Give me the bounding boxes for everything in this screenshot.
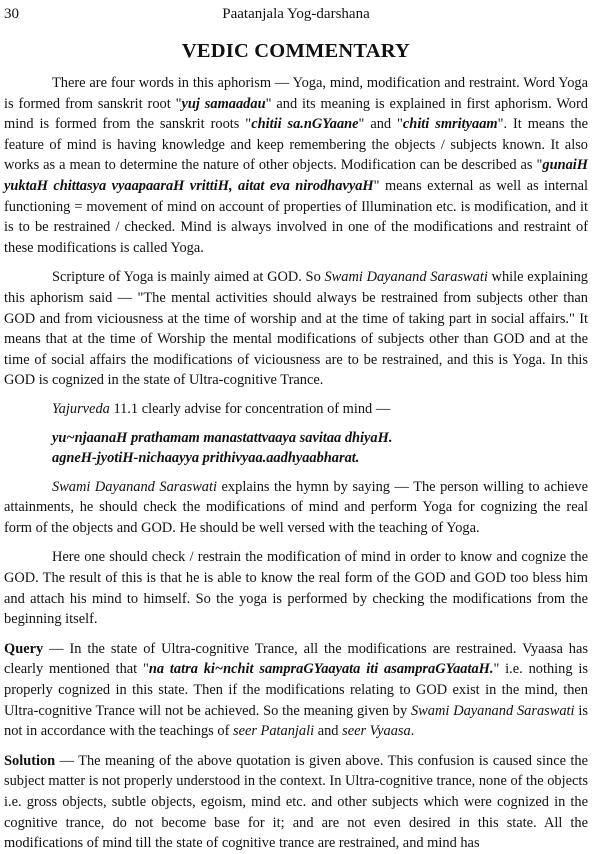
running-title: Paatanjala Yog-darshana <box>222 6 370 22</box>
text-run: while explaining this aphorism said — "The mental activities should always be restrained from subjects other than GOD and from viciousness at the time of worship and at the time of taking part in social affairs." It means that at the time of Worship the mental modifications of subjects other than GOD and at the time of social affairs the modifications of viciousness are to be restrained, and this is Yoga. In this GOD is cognized in the state of Ultra-cognitive Trance. <box>4 269 588 389</box>
text-run: ". It means the feature of mind is having knowledge and keep remembering the objects / subjects known. It also works as a mean to determine the nature of other objects. Modification can be described as " <box>4 116 588 174</box>
text-run: explains the hymn by saying — The person willing to achieve attainments, he should check the modifications of mind and perform Yoga for cognizing the real form of the objects and GOD. He should be well versed with the teaching of Yoga. <box>4 478 588 536</box>
verse-line: agneH-jyotiH-nichaayya prithivyaa.aadhyaabharat. <box>52 450 360 467</box>
text-run: " means external as well as internal functioning = movement of mind on account of properties of Illumination etc. is modification, and it is to be restrained / checked. Mind is always involved in one of the modifications and restraint of these modifications is called Yoga. <box>4 177 588 256</box>
paragraph-four-words <box>4 73 588 258</box>
section-title: VEDIC COMMENTARY <box>181 40 411 62</box>
text-run: — In the state of Ultra-cognitive Trance, all the modifications are restrained. Vyaasa has clearly mentioned that " <box>4 640 588 678</box>
text-run: 11.1 clearly advise for concentration of mind — <box>109 400 391 417</box>
sanskrit-quote: na tatra ki~nchit sampraGYaayata iti asampraGYaataH. <box>148 661 494 678</box>
page-header <box>4 4 588 24</box>
paragraph-solution <box>4 751 588 854</box>
person-name: Swami Dayanand Saraswati <box>52 478 217 495</box>
text-run: There are four words in this aphorism — Yoga, mind, modification and restraint. Word Yoga is formed from sanskrit root " <box>4 75 588 112</box>
text-run: Scripture of Yoga is mainly aimed at GOD. So <box>52 269 325 286</box>
query-label: Query <box>4 640 44 657</box>
text-run: " and its meaning is explained in first aphorism. Word mind is formed from the sanskrit roots " <box>4 95 588 133</box>
text-run: Here one should check / restrain the modification of mind in order to know and cognize the GOD. The result of this is that he is able to know the real form of the GOD and GOD too bless him and attach his mind to himself. So the yoga is performed by checking the modifications from the beginning itself. <box>4 549 588 628</box>
person-name: seer Patanjali <box>232 723 315 740</box>
text-run: " i.e. nothing is properly cognized in this state. Then if the modifications relating to GOD exist in the mind, then Ultra-cognitive Trance will not be achieved. So the meaning given by <box>4 661 589 719</box>
sanskrit-term: chitii sa.nGYaane <box>251 116 359 133</box>
scripture-name: Yajurveda <box>52 400 110 417</box>
text-run: " and " <box>358 116 403 133</box>
paragraph-yajurveda <box>4 399 588 420</box>
text-run: and <box>314 723 343 740</box>
paragraph-hymn-explanation <box>4 477 588 539</box>
paragraph-scripture <box>4 267 588 391</box>
page-number: 30 <box>4 6 19 22</box>
sanskrit-term: gunaiH yuktaH chittasya vyaapaaraH vrittiH, aitat eva nirodhavyaH <box>4 157 588 194</box>
text-run: is not in accordance with the teachings of <box>4 702 588 740</box>
text-run: — The meaning of the above quotation is given above. This confusion is caused since the subject matter is not properly understood in the context. In Ultra-cognitive trance, none of the objects i.e. gross objects, subtle objects, egoism, mind etc. and other subjects which were cognized in the cognitive trance, do not become base for it; and are not even desired in this state. All the modifications of mind till the state of cognitive trance are restrained, and mind has <box>4 752 588 852</box>
solution-label: Solution <box>4 752 56 769</box>
person-name: Swami Dayanand Saraswati <box>410 702 575 719</box>
person-name: Swami Dayanand Saraswati <box>324 269 488 286</box>
hymn-verse <box>4 428 588 469</box>
paragraph-check-restrain <box>4 547 588 629</box>
sanskrit-term: chiti smrityaam <box>402 116 498 133</box>
paragraph-query <box>4 639 588 742</box>
text-run: . <box>410 723 415 740</box>
sanskrit-term: yuj samaadau <box>181 95 266 112</box>
verse-line: yu~njaanaH prathamam manastattvaaya savitaa dhiyaH. <box>52 429 393 446</box>
person-name: seer Vyaasa <box>342 723 411 740</box>
